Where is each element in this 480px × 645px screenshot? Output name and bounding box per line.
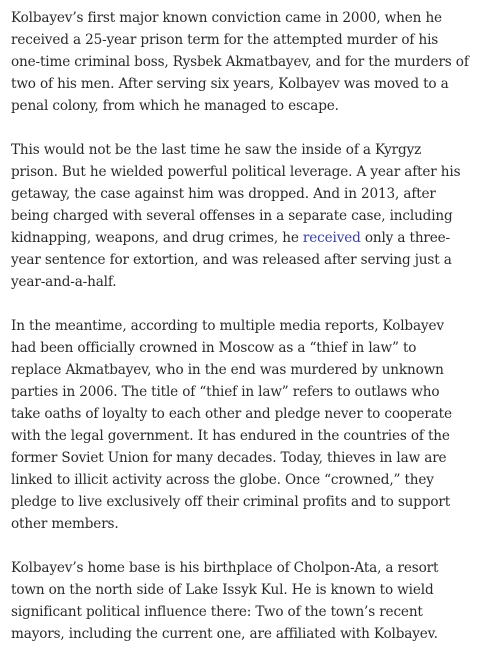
paragraph-text-after-link: only a three-year sentence for extortion, and was released after serving just a year-and-a-half. [11,230,452,290]
paragraph-thief-in-law: In the meantime, according to multiple media reports, Kolbayev had been officially crowned in Moscow as a “thief in law” to replace Akmatbayev, who in the end was murdered by unknown parties in 2006. The title of “thief in law” refers to outlaws who take oaths of loyalty to each other and pledge never to cooperate with the legal government. It has endured in the countries of the former Soviet Union for many decades. Today, thieves in law are linked to illicit activity across the globe. Once “crowned,” they pledge to live exclusively off their criminal profits and to support other members. [11,318,452,532]
paragraph-text-before-link: This would not be the last time he saw the inside of a Kyrgyz prison. But he wielded powerful political leverage. A year after his getaway, the case against him was dropped. And in 2013, after being charged with several offenses in a separate case, including kidnapping, weapons, and drug crimes, he [11,142,461,246]
paragraph-home-base: Kolbayev’s home base is his birthplace of Cholpon-Ata, a resort town on the north side of Lake Issyk Kul. He is known to wield significant political influence there: Two of the town’s recent mayors, including the current one, are affiliated with Kolbayev. [11,560,439,642]
paragraph-first-conviction: Kolbayev’s first major known conviction came in 2000, when he received a 25-year prison term for the attempted murder of his one-time criminal boss, Rysbek Akmatbayev, and for the murders of two of his men. After serving six years, Kolbayev was moved to a penal colony, from which he managed to escape. [11,10,469,114]
received-link[interactable]: received [302,230,361,246]
paragraph-political-leverage [11,139,470,293]
